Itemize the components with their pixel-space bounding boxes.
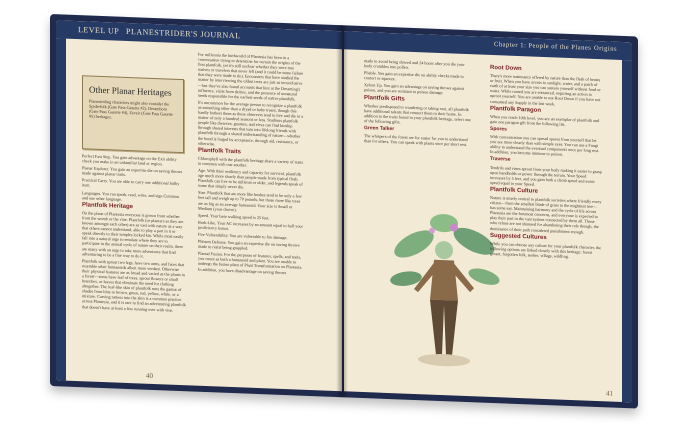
header-chapter-title: Chapter 1: People of the Planes <box>494 41 592 52</box>
trait-paragraph: Languages. You can speak, read, write, and sign Common and one other language. <box>82 189 180 202</box>
trait-paragraph: Speed. Your base walking speed is 25 feet. <box>198 212 270 221</box>
left-column-2 <box>198 52 306 278</box>
heading-plantfolk-traits: Plantfolk Traits <box>198 147 242 156</box>
page-number-right: 41 <box>606 389 613 398</box>
trait-paragraph: Perfect Fast Step. You gain advantage on the Exit ability check you make in an unfamiliar land or region. <box>82 153 177 167</box>
right-side-band <box>622 60 632 402</box>
trait-paragraph: Plantal Fusion. For the purposes of features, spells, and traits, you count as both a humanoid and plant. You are unable to undergo the fusion plant of Plant Transformation on Plantesia. In addition, you have disadvantage on saving throws <box>198 250 303 275</box>
left-side-band <box>56 38 66 380</box>
plantfolk-illustration <box>384 203 504 378</box>
trait-paragraph: made to avoid being slowed and 24 hours after you die your body crumbles into pollen. <box>364 58 465 70</box>
trait-paragraph: Pliable. You gain an expertise die on ability checks made to contort or squeeze. <box>364 70 464 82</box>
trait-paragraph: Xylem Up. You gain an advantage on saving throws against poison, and you are resistant to poison damage. <box>364 82 465 96</box>
heading-suggested-cultures: Suggested Cultures <box>490 232 547 241</box>
left-page <box>56 20 342 391</box>
heading-green-talker: Green Talker <box>364 125 395 133</box>
body-paragraph: For millennia the birthworld of Plantesia has been in a conversation trying to determine for certain the origins of the first plantfolk, yet it's still unclear whether they were true natives or travelers that never left (and it could be some failure that they were made to do). Encounters that have studied the matter by interviewing the oldest trees are just as inconclusive—but they've also found accounts that hint at the Dreaming's influence, visits from deities, and the presence of unnatural seeds responsible for the earliest seeds of native plantfolk. <box>198 51 304 102</box>
green-talker-text: The whispers of the forest are for easier for you to understand than for others. You can speak with plants once per short rest. <box>364 133 468 148</box>
sidebar-title: Other Planar Heritages <box>89 84 172 98</box>
heading-plantfolk-culture: Plantfolk Culture <box>490 186 539 195</box>
suggested-text: While you can choose any culture for your plantfolk character, the following options are linked closely with this heritage: forest greant, forgotten folk, seeker, village, wildling. <box>490 240 602 259</box>
trait-paragraph: Chlorophyll with the plantfolk heritage share a variety of traits in common with one another. <box>198 155 304 168</box>
gifts-intro: Whether predisposed to wandering or taking root, all plantfolk have additional talents that connect them to their home. In addition to the traits found in your plantfolk heritage, select one of the following gifts. <box>364 102 471 125</box>
trait-paragraph: Fire Vulnerability. You are vulnerable to fire damage. <box>198 231 288 241</box>
trait-paragraph: Practical Carry. You are able to carry one additional bulky item. <box>82 177 180 189</box>
heading-plantfolk-paragon: Plantfolk Paragon <box>490 105 542 114</box>
body-paragraph: It's uncommon for the average person to recognize a plantfolk as something other than a dryad or baby treant, though this hardly bothers them as these observers tend to live and die in a matter of only a hundred seasons or less. Studious plantfolk people like dwarves, gnomes, and elves can find kinship through shared interests that turn into lifelong friends with plantfolk through a shared understanding of nature—whether the bond is forged by acceptance, through aid, resistance, or otherwise. <box>198 99 304 146</box>
root-down-text: There's more sustenance offered by nature than the flesh of beasts or fruit. When you have access to sunlight, water, and a patch of earth of at least your size you can sustain yourself without food or water. While rooted you are entranced, requiring an action to uproot yourself. You are unable to use Root Down if you have not consumed any Supply in the last week. <box>490 72 601 106</box>
sidebar-box <box>82 75 184 153</box>
book-gutter <box>336 25 348 397</box>
trait-paragraph: Phloem Defense. You gain an expertise die on saving throws made to resist being grappled. <box>198 238 300 251</box>
heading-root-down: Root Down <box>490 64 522 73</box>
heading-traverse: Traverse <box>490 156 511 164</box>
spores-text: With concentration you can spread spores from yourself that let you see more clearly than with simple eyes. You can use a Fungi ability to understand the eventual components once per long rest. In addition, you become immune to poison. <box>490 133 600 158</box>
left-header-band <box>56 20 342 49</box>
header-level-up: LEVEL UP <box>78 25 120 36</box>
right-page <box>344 31 632 402</box>
right-column-1 <box>364 58 472 149</box>
heading-plantfolk-gifts: Plantfolk Gifts <box>364 94 405 103</box>
traverse-text: Tendrils and vines sprout from your body making it easier to grasp upon handholds or power through the terrain. Your Speed increases by 5 feet, and you gain both a climb speed and swim speed equal to your Speed. <box>490 164 602 187</box>
left-column-1 <box>82 153 186 315</box>
culture-text: Nature is utterly central to plantfolk societies where friendly every citizen—from the smallest blade of grass to the mightiest tree—has some say. Maintaining harmony and the cycle of life across Plantesia are the foremost concerns, and everyone is expected to play their part in the vast system connected by them all. Those who refuse are not shunned for abandoning their role though, the dominance of their path considered punishment enough. <box>490 194 602 235</box>
trait-paragraph: Size. Plantfolk that are more like bushes tend to be only a few feet tall and weigh up to 70 pounds, but those more like trees are as big as an average humanoid. Your size is Small or Medium (your choice). <box>198 190 302 212</box>
open-book <box>50 14 638 409</box>
trait-paragraph: Bark-Like. Your AC increases by an amount equal to half your proficiency bonus. <box>198 219 303 231</box>
right-column-2 <box>490 63 602 262</box>
header-journal: PLANESTRIDER'S JOURNAL <box>126 26 241 41</box>
header-section: Origins <box>594 44 617 53</box>
sidebar-text: Planestriding characters might also consider the Spiderfolk (Gate Pass Gazette #2), Dreamborn (Gate Pass Gazette #4), Zeveir (Gate Pass Gazette #5) heritages. <box>89 98 173 120</box>
page-number-left: 40 <box>146 371 153 380</box>
plantfolk-figure <box>414 240 474 367</box>
trait-paragraph: Age. With their resiliency and capacity for survival, plantfolk age much more slowly than people made from typical flesh. Plantfolk can live to be millenia or older, and legends speak of some that simply never die. <box>198 167 303 190</box>
heading-spores: Spores <box>490 125 507 133</box>
trait-paragraph: Planar Explorer. You gain an expertise die on saving throws made against planar traits. <box>82 165 183 178</box>
paragon-text: When you reach 10th level, you are an exemplar of plantfolk and gain one paragon gift from the following list. <box>490 113 600 127</box>
right-header-band <box>344 31 632 60</box>
body-paragraph: Plantfolk with sprout two legs, have two arms, and faces that resemble other humanoids albeit more verdant. Otherwise their physical features are as broad and varied as the plants in a forest—some have leaf of trees, sprout flowers or small branches, or leaves that eliminate the need for clothing altogether. The leaf-like skin of plantfolk runs the gamut of shades from blue to brown, green, red, yellow, white, or a mixture. Carving tattoos into the skin is a common practice across Plantesia, and it is rare to find an adventuring plantfolk that doesn't have at least a few running over with vine. <box>82 257 186 313</box>
body-paragraph: On the plane of Plantesia everyone is grown from whether from the womb or the vine. Plantfolk (or planters as they are known amongst each other) are as vast with nature as a way that others cannot understand, able to play a part in it or speak directly to their temples locked kin. While most easily fall into a natural urge to emulate where they are to participate in the annual cycle of nature on their realm, there are many with an urge to take more adventures that find adventuring to be a fine way to do it. <box>82 210 184 259</box>
heading-plantfolk-heritage: Plantfolk Heritage <box>82 201 134 210</box>
